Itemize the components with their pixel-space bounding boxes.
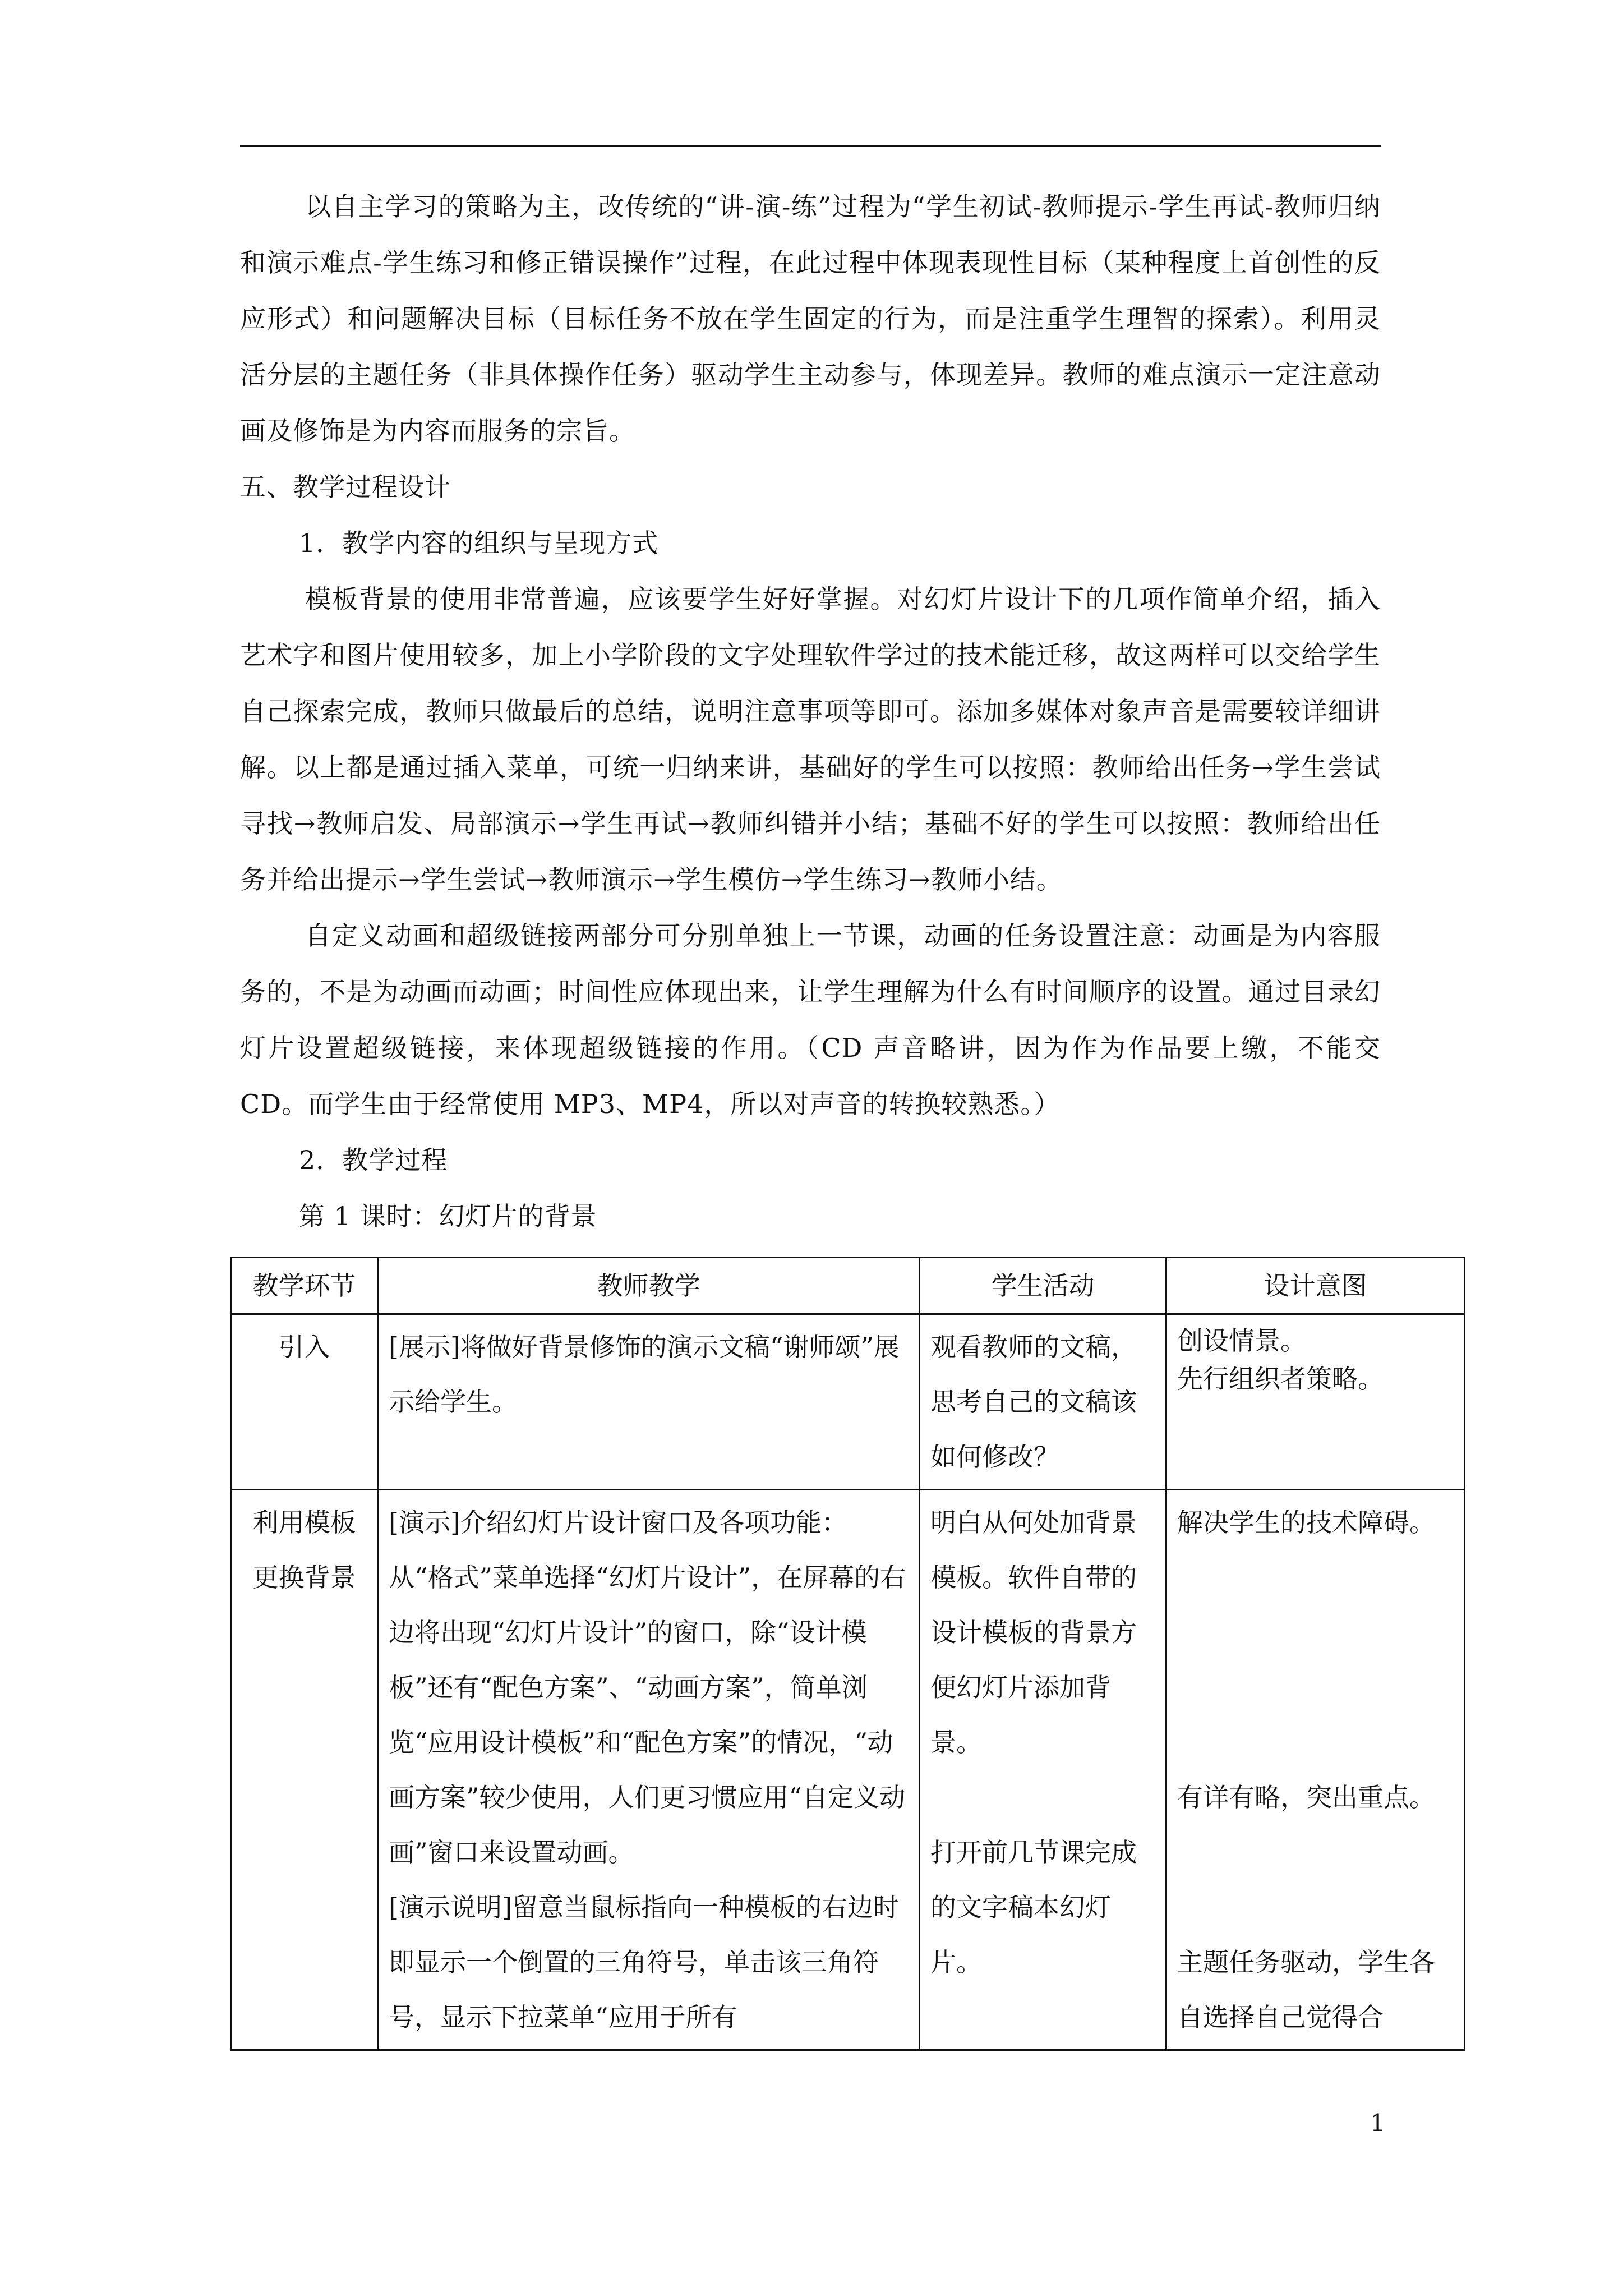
intent-line: 先行组织者策略。 bbox=[1177, 1364, 1384, 1394]
teacher-text-2: [演示说明]留意当鼠标指向一种模板的右边时即显示一个倒置的三角符号，单击该三角符号，显示下拉菜单“应用于所有 bbox=[389, 1892, 899, 2032]
student-text-2: 打开前几节课完成的文字稿本幻灯片。 bbox=[930, 1837, 1137, 1977]
teacher-cell bbox=[378, 1490, 920, 2050]
section-heading-5: 五、教学过程设计 bbox=[240, 472, 451, 502]
intent-line: 有详有略，突出重点。 bbox=[1177, 1782, 1435, 1812]
intent-line: 解决学生的技术障碍。 bbox=[1177, 1507, 1435, 1538]
body-text bbox=[240, 178, 1381, 1244]
student-text: 明白从何处加背景模板。软件自带的设计模板的背景方便幻灯片添加背景。 bbox=[930, 1507, 1137, 1757]
header-teacher: 教师教学 bbox=[378, 1258, 920, 1314]
student-cell bbox=[920, 1490, 1166, 2050]
intent-line: 主题任务驱动，学生各自选择自己觉得合 bbox=[1177, 1947, 1435, 2032]
intent-cell bbox=[1166, 1490, 1465, 2050]
table-header-row bbox=[231, 1258, 1465, 1314]
lesson-title: 第 1 课时：幻灯片的背景 bbox=[299, 1201, 597, 1231]
table-row bbox=[231, 1314, 1465, 1490]
stage-cell: 引入 bbox=[231, 1314, 378, 1490]
subheading-2: 2．教学过程 bbox=[299, 1145, 448, 1175]
teacher-cell: [展示]将做好背景修饰的演示文稿“谢师颂”展示给学生。 bbox=[378, 1314, 920, 1490]
header-stage: 教学环节 bbox=[231, 1258, 378, 1314]
paragraph-strategy: 以自主学习的策略为主，改传统的“讲-演-练”过程为“学生初试-教师提示-学生再试-教师归纳和演示难点-学生练习和修正错误操作”过程，在此过程中体现表现性目标（某种程度上首创性的反应形式）和问题解决目标（目标任务不放在学生固定的行为，而是注重学生理智的探索）。利用灵活分层的主题任务（非具体操作任务）驱动学生主动参与，体现差异。教师的难点演示一定注意动画及修饰是为内容而服务的宗旨。 bbox=[240, 191, 1381, 446]
intent-line: 创设情景。 bbox=[1177, 1326, 1306, 1356]
paragraph-animation: 自定义动画和超级链接两部分可分别单独上一节课，动画的任务设置注意：动画是为内容服务的，不是为动画而动画；时间性应体现出来，让学生理解为什么有时间顺序的设置。通过目录幻灯片设置超级链接，来体现超级链接的作用。（CD 声音略讲，因为作为作品要上缴，不能交 CD。而学生由于经常使用 MP3、MP4，所以对声音的转换较熟悉。） bbox=[240, 921, 1381, 1119]
student-cell: 观看教师的文稿，思考自己的文稿该如何修改？ bbox=[920, 1314, 1166, 1490]
intent-cell bbox=[1166, 1314, 1465, 1490]
header-student: 学生活动 bbox=[920, 1258, 1166, 1314]
subheading-1: 1．教学内容的组织与呈现方式 bbox=[299, 528, 659, 558]
page-number: 1 bbox=[1370, 2109, 1385, 2137]
paragraph-template: 模板背景的使用非常普遍，应该要学生好好掌握。对幻灯片设计下的几项作简单介绍，插入艺术字和图片使用较多，加上小学阶段的文字处理软件学过的技术能迁移，故这两样可以交给学生自己探索完成，教师只做最后的总结，说明注意事项等即可。添加多媒体对象声音是需要较详细讲解。以上都是通过插入菜单，可统一归纳来讲，基础好的学生可以按照：教师给出任务→学生尝试寻找→教师启发、局部演示→学生再试→教师纠错并小结；基础不好的学生可以按照：教师给出任务并给出提示→学生尝试→教师演示→学生模仿→学生练习→教师小结。 bbox=[240, 584, 1381, 895]
teacher-text: [演示]介绍幻灯片设计窗口及各项功能：从“格式”菜单选择“幻灯片设计”，在屏幕的右边将出现“幻灯片设计”的窗口，除“设计模板”还有“配色方案”、“动画方案”，简单浏览“应用设计模板”和“配色方案”的情况，“动画方案”较少使用，人们更习惯应用“自定义动画”窗口来设置动画。 bbox=[389, 1507, 906, 1867]
header-rule bbox=[240, 145, 1381, 147]
stage-cell: 利用模板更换背景 bbox=[231, 1490, 378, 2050]
header-intent: 设计意图 bbox=[1166, 1258, 1465, 1314]
table-row bbox=[231, 1490, 1465, 2050]
teaching-process-table bbox=[230, 1257, 1465, 2051]
